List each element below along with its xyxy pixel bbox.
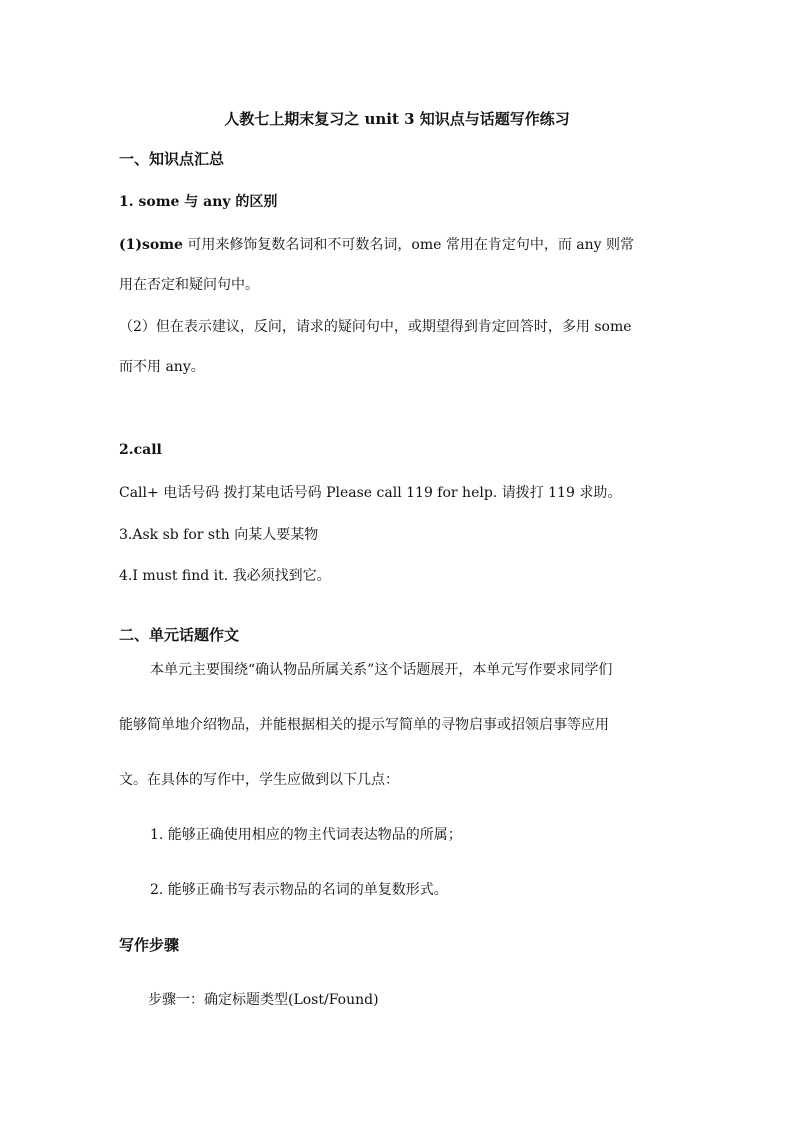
section2-point-1: 1. 能够正确使用相应的物主代词表达物品的所属； xyxy=(150,827,462,843)
section2-paragraph-line3: 文。在具体的写作中，学生应做到以下几点： xyxy=(119,772,399,788)
item1-paragraph2-line2: 而不用 any。 xyxy=(119,359,205,375)
section2-paragraph-line2: 能够简单地介绍物品，并能根据相关的提示写简单的寻物启事或招领启事等应用 xyxy=(119,717,609,733)
section1-heading: 一、知识点汇总 xyxy=(119,150,225,168)
item2-heading: 2.call xyxy=(119,442,162,458)
item1-paragraph1-text: 可用来修饰复数名词和不可数名词，ome 常用在肯定句中，而 any 则常 xyxy=(182,237,634,253)
section2-paragraph-line1: 本单元主要围绕“确认物品所属关系”这个话题展开，本单元写作要求同学们 xyxy=(150,662,613,678)
item1-paragraph2-line1: （2）但在表示建议，反问，请求的疑问句中，或期望得到肯定回答时，多用 some xyxy=(119,319,632,335)
section2-point-2: 2. 能够正确书写表示物品的名词的单复数形式。 xyxy=(150,882,448,898)
document-title: 人教七上期末复习之 unit 3 知识点与话题写作练习 xyxy=(224,110,570,128)
item3-line: 3.Ask sb for sth 向某人要某物 xyxy=(119,527,319,543)
item1-paragraph1-line1 xyxy=(119,236,634,254)
item1-paragraph1-line2: 用在否定和疑问句中。 xyxy=(119,277,259,293)
item1-heading: 1. some 与 any 的区别 xyxy=(119,194,278,210)
step1-line: 步骤一：确定标题类型(Lost/Found) xyxy=(148,992,379,1008)
section2-heading: 二、单元话题作文 xyxy=(119,626,240,644)
item1-paragraph1-prefix: (1)some xyxy=(119,237,183,253)
item4-line: 4.I must find it. 我必须找到它。 xyxy=(119,568,331,584)
item2-line: Call+ 电话号码 拨打某电话号码 Please call 119 for help. 请拨打 119 求助。 xyxy=(119,485,622,501)
steps-heading: 写作步骤 xyxy=(119,936,180,954)
